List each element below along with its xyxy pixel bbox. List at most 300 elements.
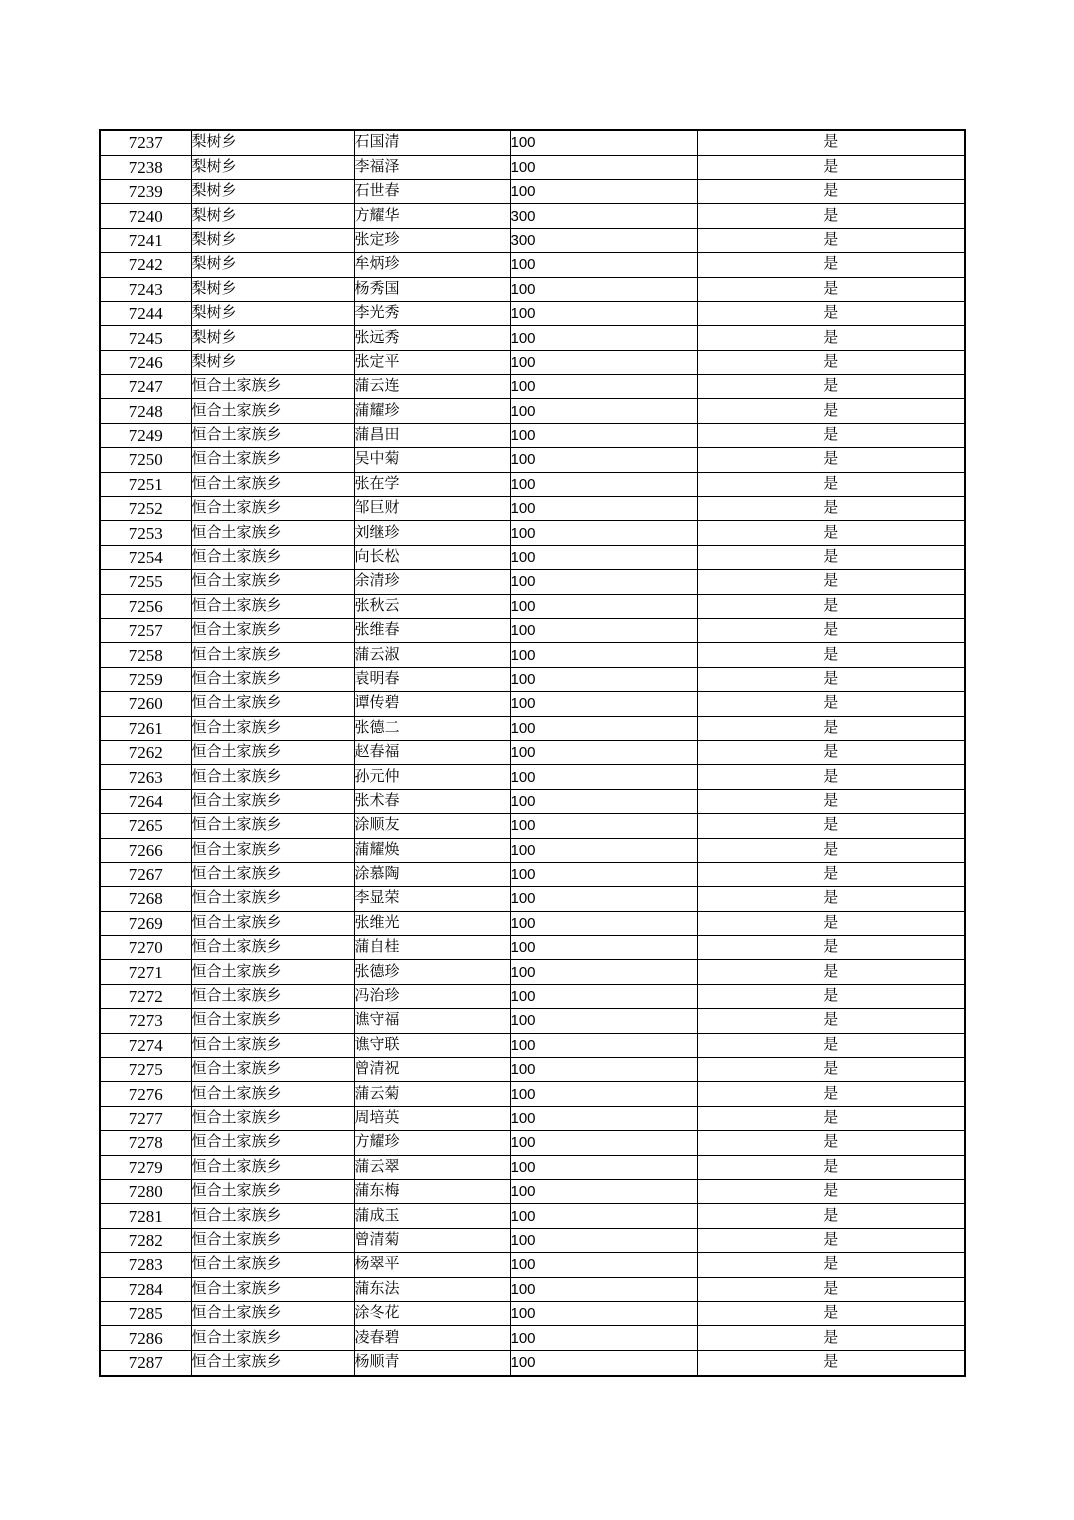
serial-number-cell: 7261 bbox=[100, 716, 191, 740]
township-cell: 恒合土家族乡 bbox=[191, 862, 354, 886]
township-cell: 恒合土家族乡 bbox=[191, 936, 354, 960]
person-name-cell: 孙元仲 bbox=[354, 765, 510, 789]
amount-cell: 100 bbox=[510, 1082, 697, 1106]
serial-number-cell: 7275 bbox=[100, 1058, 191, 1082]
amount-cell: 100 bbox=[510, 497, 697, 521]
township-cell: 梨树乡 bbox=[191, 277, 354, 301]
table-row bbox=[100, 716, 965, 740]
person-name-cell: 牟炳珍 bbox=[354, 253, 510, 277]
confirmed-cell: 是 bbox=[697, 472, 965, 496]
amount-cell: 100 bbox=[510, 862, 697, 886]
serial-number-cell: 7256 bbox=[100, 594, 191, 618]
township-cell: 恒合土家族乡 bbox=[191, 423, 354, 447]
table-row bbox=[100, 130, 965, 155]
confirmed-cell: 是 bbox=[697, 1009, 965, 1033]
confirmed-cell: 是 bbox=[697, 1179, 965, 1203]
confirmed-cell: 是 bbox=[697, 1277, 965, 1301]
serial-number-cell: 7266 bbox=[100, 838, 191, 862]
amount-cell: 100 bbox=[510, 740, 697, 764]
confirmed-cell: 是 bbox=[697, 1204, 965, 1228]
table-row bbox=[100, 1131, 965, 1155]
confirmed-cell: 是 bbox=[697, 887, 965, 911]
table-row bbox=[100, 1301, 965, 1325]
amount-cell: 100 bbox=[510, 472, 697, 496]
table-row bbox=[100, 570, 965, 594]
confirmed-cell: 是 bbox=[697, 350, 965, 374]
table-row bbox=[100, 1228, 965, 1252]
table-row bbox=[100, 301, 965, 325]
township-cell: 梨树乡 bbox=[191, 301, 354, 325]
amount-cell: 100 bbox=[510, 643, 697, 667]
person-name-cell: 李福泽 bbox=[354, 155, 510, 179]
table-row bbox=[100, 253, 965, 277]
serial-number-cell: 7279 bbox=[100, 1155, 191, 1179]
table-row bbox=[100, 545, 965, 569]
table-row bbox=[100, 1058, 965, 1082]
confirmed-cell: 是 bbox=[697, 301, 965, 325]
table-row bbox=[100, 204, 965, 228]
confirmed-cell: 是 bbox=[697, 545, 965, 569]
serial-number-cell: 7282 bbox=[100, 1228, 191, 1252]
township-cell: 恒合土家族乡 bbox=[191, 594, 354, 618]
confirmed-cell: 是 bbox=[697, 1301, 965, 1325]
serial-number-cell: 7268 bbox=[100, 887, 191, 911]
person-name-cell: 李光秀 bbox=[354, 301, 510, 325]
serial-number-cell: 7286 bbox=[100, 1326, 191, 1350]
person-name-cell: 涂冬花 bbox=[354, 1301, 510, 1325]
amount-cell: 100 bbox=[510, 1277, 697, 1301]
serial-number-cell: 7244 bbox=[100, 301, 191, 325]
township-cell: 梨树乡 bbox=[191, 228, 354, 252]
person-name-cell: 袁明春 bbox=[354, 667, 510, 691]
township-cell: 恒合土家族乡 bbox=[191, 1009, 354, 1033]
table-row bbox=[100, 1253, 965, 1277]
serial-number-cell: 7237 bbox=[100, 130, 191, 155]
person-name-cell: 方耀华 bbox=[354, 204, 510, 228]
amount-cell: 100 bbox=[510, 1179, 697, 1203]
person-name-cell: 蒲耀焕 bbox=[354, 838, 510, 862]
serial-number-cell: 7270 bbox=[100, 936, 191, 960]
amount-cell: 100 bbox=[510, 521, 697, 545]
serial-number-cell: 7241 bbox=[100, 228, 191, 252]
serial-number-cell: 7277 bbox=[100, 1106, 191, 1130]
person-name-cell: 冯治珍 bbox=[354, 984, 510, 1008]
person-name-cell: 曾清祝 bbox=[354, 1058, 510, 1082]
amount-cell: 300 bbox=[510, 204, 697, 228]
table-row bbox=[100, 1082, 965, 1106]
township-cell: 恒合土家族乡 bbox=[191, 1033, 354, 1057]
person-name-cell: 石世春 bbox=[354, 179, 510, 203]
serial-number-cell: 7283 bbox=[100, 1253, 191, 1277]
township-cell: 恒合土家族乡 bbox=[191, 1277, 354, 1301]
serial-number-cell: 7276 bbox=[100, 1082, 191, 1106]
township-cell: 恒合土家族乡 bbox=[191, 1204, 354, 1228]
serial-number-cell: 7263 bbox=[100, 765, 191, 789]
table-row bbox=[100, 619, 965, 643]
amount-cell: 100 bbox=[510, 1326, 697, 1350]
person-name-cell: 周培英 bbox=[354, 1106, 510, 1130]
person-name-cell: 余清珍 bbox=[354, 570, 510, 594]
table-row bbox=[100, 423, 965, 447]
beneficiary-table bbox=[99, 129, 966, 1377]
serial-number-cell: 7254 bbox=[100, 545, 191, 569]
amount-cell: 100 bbox=[510, 1155, 697, 1179]
person-name-cell: 刘继珍 bbox=[354, 521, 510, 545]
table-row bbox=[100, 1326, 965, 1350]
serial-number-cell: 7260 bbox=[100, 692, 191, 716]
table-row bbox=[100, 692, 965, 716]
person-name-cell: 蒲耀珍 bbox=[354, 399, 510, 423]
table-row bbox=[100, 472, 965, 496]
table-row bbox=[100, 399, 965, 423]
amount-cell: 100 bbox=[510, 619, 697, 643]
table-row bbox=[100, 521, 965, 545]
township-cell: 恒合土家族乡 bbox=[191, 643, 354, 667]
person-name-cell: 张术春 bbox=[354, 789, 510, 813]
serial-number-cell: 7250 bbox=[100, 448, 191, 472]
township-cell: 恒合土家族乡 bbox=[191, 619, 354, 643]
table-row bbox=[100, 765, 965, 789]
township-cell: 恒合土家族乡 bbox=[191, 1228, 354, 1252]
township-cell: 恒合土家族乡 bbox=[191, 740, 354, 764]
person-name-cell: 张定平 bbox=[354, 350, 510, 374]
township-cell: 恒合土家族乡 bbox=[191, 497, 354, 521]
serial-number-cell: 7264 bbox=[100, 789, 191, 813]
serial-number-cell: 7238 bbox=[100, 155, 191, 179]
amount-cell: 100 bbox=[510, 179, 697, 203]
amount-cell: 100 bbox=[510, 1301, 697, 1325]
confirmed-cell: 是 bbox=[697, 130, 965, 155]
township-cell: 恒合土家族乡 bbox=[191, 1301, 354, 1325]
confirmed-cell: 是 bbox=[697, 1033, 965, 1057]
serial-number-cell: 7280 bbox=[100, 1179, 191, 1203]
amount-cell: 100 bbox=[510, 423, 697, 447]
confirmed-cell: 是 bbox=[697, 838, 965, 862]
person-name-cell: 李显荣 bbox=[354, 887, 510, 911]
confirmed-cell: 是 bbox=[697, 521, 965, 545]
table-row bbox=[100, 911, 965, 935]
person-name-cell: 蒲云淑 bbox=[354, 643, 510, 667]
table-row bbox=[100, 350, 965, 374]
confirmed-cell: 是 bbox=[697, 253, 965, 277]
amount-cell: 100 bbox=[510, 1350, 697, 1376]
confirmed-cell: 是 bbox=[697, 1058, 965, 1082]
confirmed-cell: 是 bbox=[697, 716, 965, 740]
amount-cell: 100 bbox=[510, 716, 697, 740]
confirmed-cell: 是 bbox=[697, 423, 965, 447]
table-row bbox=[100, 740, 965, 764]
amount-cell: 100 bbox=[510, 789, 697, 813]
confirmed-cell: 是 bbox=[697, 911, 965, 935]
amount-cell: 100 bbox=[510, 960, 697, 984]
confirmed-cell: 是 bbox=[697, 1131, 965, 1155]
person-name-cell: 涂慕陶 bbox=[354, 862, 510, 886]
amount-cell: 100 bbox=[510, 253, 697, 277]
township-cell: 恒合土家族乡 bbox=[191, 1106, 354, 1130]
confirmed-cell: 是 bbox=[697, 448, 965, 472]
confirmed-cell: 是 bbox=[697, 204, 965, 228]
confirmed-cell: 是 bbox=[697, 399, 965, 423]
confirmed-cell: 是 bbox=[697, 789, 965, 813]
person-name-cell: 杨顺青 bbox=[354, 1350, 510, 1376]
serial-number-cell: 7255 bbox=[100, 570, 191, 594]
serial-number-cell: 7245 bbox=[100, 326, 191, 350]
person-name-cell: 石国清 bbox=[354, 130, 510, 155]
table-row bbox=[100, 1106, 965, 1130]
person-name-cell: 张定珍 bbox=[354, 228, 510, 252]
township-cell: 恒合土家族乡 bbox=[191, 716, 354, 740]
person-name-cell: 谯守联 bbox=[354, 1033, 510, 1057]
confirmed-cell: 是 bbox=[697, 326, 965, 350]
table-row bbox=[100, 1033, 965, 1057]
serial-number-cell: 7243 bbox=[100, 277, 191, 301]
person-name-cell: 谯守福 bbox=[354, 1009, 510, 1033]
table-row bbox=[100, 155, 965, 179]
serial-number-cell: 7265 bbox=[100, 814, 191, 838]
person-name-cell: 蒲昌田 bbox=[354, 423, 510, 447]
serial-number-cell: 7246 bbox=[100, 350, 191, 374]
table-row bbox=[100, 936, 965, 960]
confirmed-cell: 是 bbox=[697, 960, 965, 984]
township-cell: 恒合土家族乡 bbox=[191, 838, 354, 862]
confirmed-cell: 是 bbox=[697, 1253, 965, 1277]
serial-number-cell: 7252 bbox=[100, 497, 191, 521]
confirmed-cell: 是 bbox=[697, 179, 965, 203]
amount-cell: 100 bbox=[510, 1228, 697, 1252]
amount-cell: 100 bbox=[510, 692, 697, 716]
serial-number-cell: 7247 bbox=[100, 375, 191, 399]
person-name-cell: 方耀珍 bbox=[354, 1131, 510, 1155]
township-cell: 恒合土家族乡 bbox=[191, 667, 354, 691]
serial-number-cell: 7259 bbox=[100, 667, 191, 691]
amount-cell: 100 bbox=[510, 570, 697, 594]
person-name-cell: 张远秀 bbox=[354, 326, 510, 350]
table-row bbox=[100, 1155, 965, 1179]
confirmed-cell: 是 bbox=[697, 619, 965, 643]
table-row bbox=[100, 375, 965, 399]
table-row bbox=[100, 838, 965, 862]
township-cell: 恒合土家族乡 bbox=[191, 1253, 354, 1277]
person-name-cell: 蒲云翠 bbox=[354, 1155, 510, 1179]
serial-number-cell: 7258 bbox=[100, 643, 191, 667]
township-cell: 恒合土家族乡 bbox=[191, 472, 354, 496]
township-cell: 梨树乡 bbox=[191, 253, 354, 277]
serial-number-cell: 7284 bbox=[100, 1277, 191, 1301]
table-row bbox=[100, 497, 965, 521]
table-row bbox=[100, 887, 965, 911]
serial-number-cell: 7257 bbox=[100, 619, 191, 643]
table-row bbox=[100, 814, 965, 838]
person-name-cell: 张在学 bbox=[354, 472, 510, 496]
table-row bbox=[100, 594, 965, 618]
amount-cell: 100 bbox=[510, 301, 697, 325]
township-cell: 恒合土家族乡 bbox=[191, 765, 354, 789]
confirmed-cell: 是 bbox=[697, 1106, 965, 1130]
table-row bbox=[100, 960, 965, 984]
person-name-cell: 蒲自桂 bbox=[354, 936, 510, 960]
serial-number-cell: 7278 bbox=[100, 1131, 191, 1155]
confirmed-cell: 是 bbox=[697, 984, 965, 1008]
person-name-cell: 张德二 bbox=[354, 716, 510, 740]
person-name-cell: 向长松 bbox=[354, 545, 510, 569]
confirmed-cell: 是 bbox=[697, 814, 965, 838]
person-name-cell: 蒲东梅 bbox=[354, 1179, 510, 1203]
confirmed-cell: 是 bbox=[697, 1228, 965, 1252]
amount-cell: 100 bbox=[510, 887, 697, 911]
amount-cell: 100 bbox=[510, 911, 697, 935]
amount-cell: 100 bbox=[510, 448, 697, 472]
township-cell: 恒合土家族乡 bbox=[191, 399, 354, 423]
amount-cell: 100 bbox=[510, 375, 697, 399]
serial-number-cell: 7273 bbox=[100, 1009, 191, 1033]
person-name-cell: 涂顺友 bbox=[354, 814, 510, 838]
confirmed-cell: 是 bbox=[697, 643, 965, 667]
confirmed-cell: 是 bbox=[697, 667, 965, 691]
serial-number-cell: 7251 bbox=[100, 472, 191, 496]
township-cell: 恒合土家族乡 bbox=[191, 984, 354, 1008]
table-row bbox=[100, 1009, 965, 1033]
serial-number-cell: 7271 bbox=[100, 960, 191, 984]
amount-cell: 100 bbox=[510, 350, 697, 374]
township-cell: 恒合土家族乡 bbox=[191, 887, 354, 911]
township-cell: 恒合土家族乡 bbox=[191, 545, 354, 569]
township-cell: 恒合土家族乡 bbox=[191, 789, 354, 813]
township-cell: 恒合土家族乡 bbox=[191, 1058, 354, 1082]
amount-cell: 100 bbox=[510, 326, 697, 350]
person-name-cell: 蒲东法 bbox=[354, 1277, 510, 1301]
township-cell: 恒合土家族乡 bbox=[191, 911, 354, 935]
person-name-cell: 张维春 bbox=[354, 619, 510, 643]
serial-number-cell: 7248 bbox=[100, 399, 191, 423]
table-row bbox=[100, 667, 965, 691]
table-row bbox=[100, 1204, 965, 1228]
amount-cell: 100 bbox=[510, 814, 697, 838]
amount-cell: 100 bbox=[510, 1033, 697, 1057]
person-name-cell: 蒲成玉 bbox=[354, 1204, 510, 1228]
confirmed-cell: 是 bbox=[697, 277, 965, 301]
table-row bbox=[100, 1179, 965, 1203]
person-name-cell: 张维光 bbox=[354, 911, 510, 935]
table-row bbox=[100, 789, 965, 813]
table-row bbox=[100, 179, 965, 203]
township-cell: 恒合土家族乡 bbox=[191, 1179, 354, 1203]
amount-cell: 100 bbox=[510, 1204, 697, 1228]
table-row bbox=[100, 862, 965, 886]
amount-cell: 100 bbox=[510, 155, 697, 179]
township-cell: 恒合土家族乡 bbox=[191, 521, 354, 545]
person-name-cell: 邹巨财 bbox=[354, 497, 510, 521]
amount-cell: 100 bbox=[510, 838, 697, 862]
township-cell: 恒合土家族乡 bbox=[191, 1350, 354, 1376]
amount-cell: 100 bbox=[510, 130, 697, 155]
confirmed-cell: 是 bbox=[697, 228, 965, 252]
serial-number-cell: 7267 bbox=[100, 862, 191, 886]
township-cell: 恒合土家族乡 bbox=[191, 570, 354, 594]
person-name-cell: 张德珍 bbox=[354, 960, 510, 984]
amount-cell: 100 bbox=[510, 1131, 697, 1155]
township-cell: 梨树乡 bbox=[191, 155, 354, 179]
confirmed-cell: 是 bbox=[697, 594, 965, 618]
serial-number-cell: 7242 bbox=[100, 253, 191, 277]
township-cell: 恒合土家族乡 bbox=[191, 1131, 354, 1155]
serial-number-cell: 7285 bbox=[100, 1301, 191, 1325]
amount-cell: 100 bbox=[510, 1058, 697, 1082]
township-cell: 恒合土家族乡 bbox=[191, 814, 354, 838]
amount-cell: 100 bbox=[510, 277, 697, 301]
confirmed-cell: 是 bbox=[697, 692, 965, 716]
confirmed-cell: 是 bbox=[697, 1326, 965, 1350]
person-name-cell: 凌春碧 bbox=[354, 1326, 510, 1350]
confirmed-cell: 是 bbox=[697, 1350, 965, 1376]
amount-cell: 100 bbox=[510, 1106, 697, 1130]
amount-cell: 100 bbox=[510, 399, 697, 423]
serial-number-cell: 7274 bbox=[100, 1033, 191, 1057]
amount-cell: 100 bbox=[510, 667, 697, 691]
amount-cell: 100 bbox=[510, 765, 697, 789]
amount-cell: 100 bbox=[510, 936, 697, 960]
amount-cell: 100 bbox=[510, 545, 697, 569]
table-row bbox=[100, 326, 965, 350]
confirmed-cell: 是 bbox=[697, 375, 965, 399]
table-row bbox=[100, 277, 965, 301]
person-name-cell: 曾清菊 bbox=[354, 1228, 510, 1252]
township-cell: 恒合土家族乡 bbox=[191, 1082, 354, 1106]
person-name-cell: 张秋云 bbox=[354, 594, 510, 618]
person-name-cell: 蒲云连 bbox=[354, 375, 510, 399]
township-cell: 梨树乡 bbox=[191, 130, 354, 155]
table-row bbox=[100, 643, 965, 667]
amount-cell: 100 bbox=[510, 984, 697, 1008]
serial-number-cell: 7269 bbox=[100, 911, 191, 935]
table-row bbox=[100, 984, 965, 1008]
township-cell: 恒合土家族乡 bbox=[191, 448, 354, 472]
confirmed-cell: 是 bbox=[697, 936, 965, 960]
person-name-cell: 谭传碧 bbox=[354, 692, 510, 716]
confirmed-cell: 是 bbox=[697, 497, 965, 521]
table-row bbox=[100, 448, 965, 472]
township-cell: 恒合土家族乡 bbox=[191, 1155, 354, 1179]
serial-number-cell: 7287 bbox=[100, 1350, 191, 1376]
township-cell: 梨树乡 bbox=[191, 326, 354, 350]
confirmed-cell: 是 bbox=[697, 1082, 965, 1106]
confirmed-cell: 是 bbox=[697, 570, 965, 594]
confirmed-cell: 是 bbox=[697, 862, 965, 886]
serial-number-cell: 7272 bbox=[100, 984, 191, 1008]
person-name-cell: 杨翠平 bbox=[354, 1253, 510, 1277]
amount-cell: 100 bbox=[510, 1253, 697, 1277]
township-cell: 恒合土家族乡 bbox=[191, 375, 354, 399]
township-cell: 梨树乡 bbox=[191, 204, 354, 228]
person-name-cell: 吴中菊 bbox=[354, 448, 510, 472]
confirmed-cell: 是 bbox=[697, 765, 965, 789]
table-body bbox=[100, 130, 965, 1376]
person-name-cell: 赵春福 bbox=[354, 740, 510, 764]
serial-number-cell: 7239 bbox=[100, 179, 191, 203]
serial-number-cell: 7249 bbox=[100, 423, 191, 447]
amount-cell: 100 bbox=[510, 1009, 697, 1033]
serial-number-cell: 7281 bbox=[100, 1204, 191, 1228]
amount-cell: 100 bbox=[510, 594, 697, 618]
person-name-cell: 蒲云菊 bbox=[354, 1082, 510, 1106]
confirmed-cell: 是 bbox=[697, 740, 965, 764]
serial-number-cell: 7253 bbox=[100, 521, 191, 545]
serial-number-cell: 7262 bbox=[100, 740, 191, 764]
table-row bbox=[100, 1277, 965, 1301]
serial-number-cell: 7240 bbox=[100, 204, 191, 228]
person-name-cell: 杨秀国 bbox=[354, 277, 510, 301]
township-cell: 梨树乡 bbox=[191, 179, 354, 203]
township-cell: 梨树乡 bbox=[191, 350, 354, 374]
